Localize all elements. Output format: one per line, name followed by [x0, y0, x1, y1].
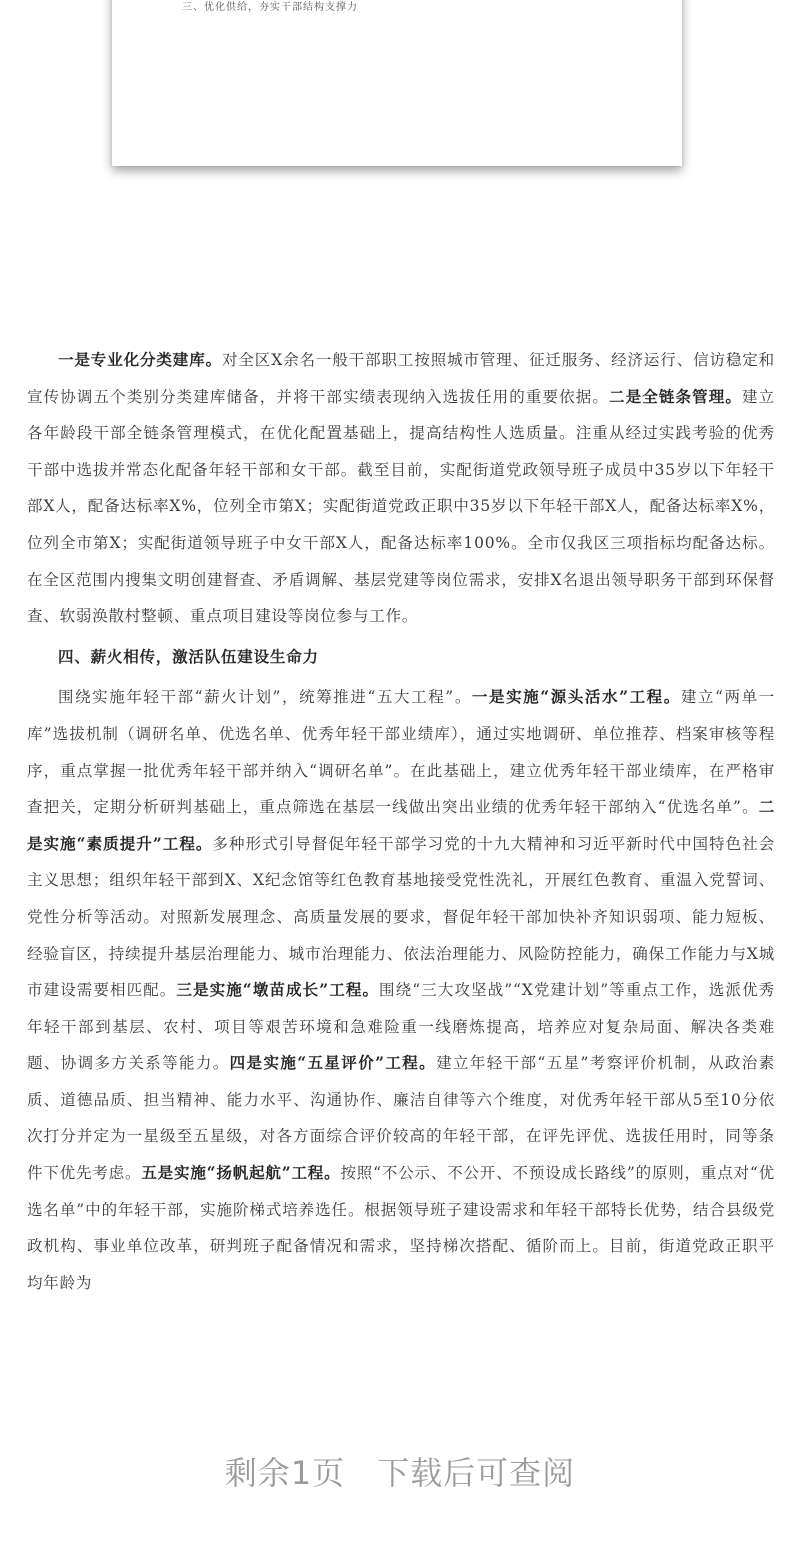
paragraph-classification: [27, 342, 775, 635]
preview-page-card: [112, 0, 682, 166]
project-five-text: 按照“不公示、不公开、不预设成长路线”的原则，重点对“优选名单”中的年轻干部，实施阶梯式培养选任。根据领导班子建设需求和年轻干部特长优势，结合县级党政机构、事业单位改革，研判班子配备情况和需求，坚持梯次搭配、循阶而上。目前，街道党政正职平均年龄为: [27, 1164, 775, 1292]
project-two-lead: 二是实施“素质提升”工程。: [27, 797, 775, 853]
project-four-lead: 四是实施“五星评价”工程。: [229, 1053, 437, 1073]
project-one-lead: 一是实施“源头活水”工程。: [471, 687, 681, 707]
project-three-text: 围绕“三大攻坚战”“X党建计划”等重点工作，选派优秀年轻干部到基层、农村、项目等艰苦环境和急难险重一线磨炼提高，培养应对复杂局面、解决各类难题、协调多方关系等能力。: [27, 981, 775, 1073]
document-body: [27, 342, 775, 1301]
project-five-lead: 五是实施“扬帆起航”工程。: [141, 1163, 341, 1183]
point-two-text: 建立各年龄段干部全链条管理模式，在优化配置基础上，提高结构性人选质量。注重从经过实践考验的优秀干部中选拔并常态化配备年轻干部和女干部。截至目前，实配街道党政领导班子成员中35岁以下年轻干部X人，配备达标率X%，位列全市第X；实配街道党政正职中35岁以下年轻干部X人，配备达标率X%，位列全市第X；实配街道领导班子中女干部X人，配备达标率100%。全市仅我区三项指标均配备达标。在全区范围内搜集文明创建督查、矛盾调解、基层党建等岗位需求，安排X名退出领导职务干部到环保督查、软弱涣散村整顿、重点项目建设等岗位参与工作。: [27, 387, 775, 626]
project-one-text: 建立“两单一库”选拔机制（调研名单、优选名单、优秀年轻干部业绩库），通过实地调研、单位推荐、档案审核等程序，重点掌握一批优秀年轻干部并纳入“调研名单”。在此基础上，建立优秀年轻干部业绩库，在严格审查把关，定期分析研判基础上，重点筛选在基层一线做出突出业绩的优秀年轻干部纳入“优选名单”。: [27, 688, 775, 817]
project-two-text: 多种形式引导督促年轻干部学习党的十九大精神和习近平新时代中国特色社会主义思想；组织年轻干部到X、X纪念馆等红色教育基地接受党性洗礼，开展红色教育、重温入党誓词、党性分析等活动。对照新发展理念、高质量发展的要求，督促年轻干部加快补齐知识弱项、能力短板、经验盲区，持续提升基层治理能力、城市治理能力、依法治理能力、风险防控能力，确保工作能力与X城市建设需要相匹配。: [27, 834, 776, 1000]
point-two-lead: 二是全链条管理。: [609, 386, 743, 406]
point-one-lead: 一是专业化分类建库。: [58, 350, 222, 369]
paragraph-five-projects: [27, 679, 775, 1301]
remaining-pages-label: 剩余1页: [224, 1454, 346, 1492]
section-heading-four: 四、薪火相传，激活队伍建设生命力: [58, 646, 319, 666]
intro-text: 围绕实施年轻干部“薪火计划”，统筹推进“五大工程”。: [58, 688, 472, 707]
download-prompt[interactable]: [0, 1448, 800, 1494]
project-four-text: 建立年轻干部“五星”考察评价机制，从政治素质、道德品质、担当精神、能力水平、沟通协作、廉洁自律等六个维度，对优秀年轻干部从5至10分依次打分并定为一星级至五星级，对各方面综合评价较高的年轻干部，在评先评优、选拔任用时，同等条件下优先考虑。: [27, 1054, 775, 1183]
preview-heading-text: 三、优化供给，夯实干部结构支撑力: [182, 2, 358, 13]
download-to-view-label: 下载后可查阅: [377, 1454, 576, 1492]
project-three-lead: 三是实施“墩苗成长”工程。: [176, 980, 380, 1000]
point-one-text: 对全区X余名一般干部职工按照城市管理、征迁服务、经济运行、信访稳定和宣传协调五个类别分类建库储备，并将干部实绩表现纳入选拔任用的重要依据。: [27, 351, 775, 406]
